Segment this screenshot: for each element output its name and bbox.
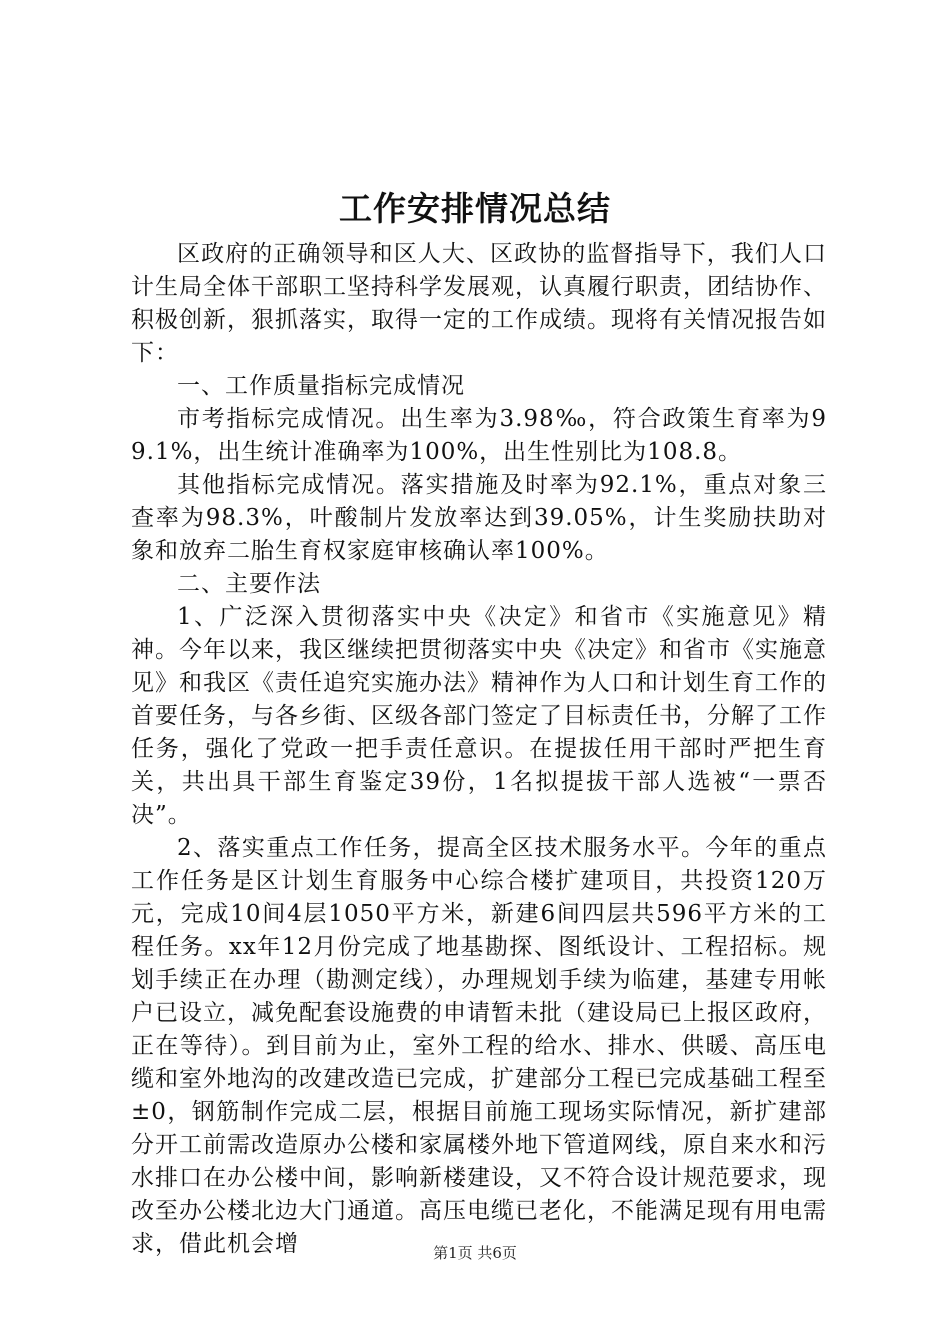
paragraph-other-indicators: 其他指标完成情况。落实措施及时率为92.1%，重点对象三查率为98.3%，叶酸制片发放率达到39.05%，计生奖励扶助对象和放弃二胎生育权家庭审核确认率100%。 [131,472,827,564]
page-number-footer: 第1页 共6页 [433,1244,517,1262]
paragraph-method-2: 2、落实重点工作任务，提高全区技术服务水平。今年的重点工作任务是区计划生育服务中心综合楼扩建项目，共投资120万元，完成10间4层1050平方米，新建6间四层共596平方米的工程任务。xx年12月份完成了地基勘探、图纸设计、工程招标。规划手续正在办理（勘测定线），办理规划手续为临建，基建专用帐户已设立，减免配套设施费的申请暂未批（建设局已上报区政府，正在等待）。到目前为止，室外工程的给水、排水、供暖、高压电缆和室外地沟的改建改造已完成，扩建部分工程已完成基础工程至±0，钢筋制作完成二层，根据目前施工现场实际情况，新扩建部分开工前需改造原办公楼和家属楼外地下管道网线，原自来水和污水排口在办公楼中间，影响新楼建设，又不符合设计规范要求，现改至办公楼北边大门通道。高压电缆已老化，不能满足现有用电需求，借此机会增 [131,835,827,1257]
paragraph-city-indicators: 市考指标完成情况。出生率为3.98‰，符合政策生育率为99.1%，出生统计准确率为100%，出生性别比为108.8。 [131,406,827,465]
document-title: 工作安排情况总结 [339,189,611,228]
section-heading-2: 二、主要作法 [177,571,321,597]
document-body [131,238,827,1261]
paragraph-intro: 区政府的正确领导和区人大、区政协的监督指导下，我们人口计生局全体干部职工坚持科学发展观，认真履行职责，团结协作、积极创新，狠抓落实，取得一定的工作成绩。现将有关情况报告如下： [131,241,827,366]
paragraph-method-1: 1、广泛深入贯彻落实中央《决定》和省市《实施意见》精神。今年以来，我区继续把贯彻落实中央《决定》和省市《实施意见》和我区《责任追究实施办法》精神作为人口和计划生育工作的首要任务，与各乡街、区级各部门签定了目标责任书，分解了工作任务，强化了党政一把手责任意识。在提拔任用干部时严把生育关，共出具干部生育鉴定39份，1名拟提拔干部人选被“一票否决”。 [131,604,827,828]
section-heading-1: 一、工作质量指标完成情况 [177,373,465,399]
